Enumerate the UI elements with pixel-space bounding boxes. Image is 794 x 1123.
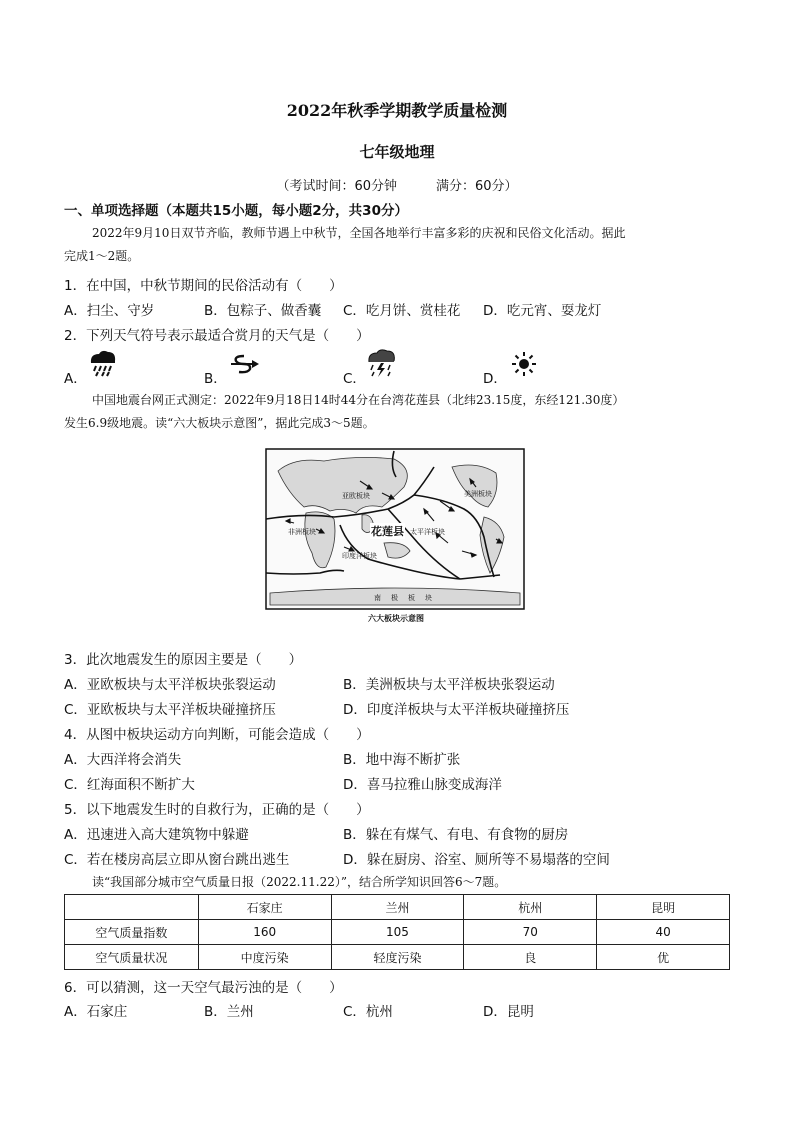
- question-4-option-b[interactable]: B．地中海不断扩张: [343, 752, 461, 768]
- six-plates-map: [264, 447, 528, 629]
- question-6-stem: 6．可以猜测，这一天空气最污浊的是（ ）: [64, 980, 343, 996]
- strong-wind-icon: [228, 353, 260, 379]
- exam-info: （考试时间：60分钟 满分：60分）: [276, 179, 518, 194]
- table-row: [65, 920, 730, 945]
- option-letter: C．: [343, 371, 366, 387]
- table-cell: 轻度污染: [331, 945, 464, 970]
- option-letter: A．: [64, 371, 87, 387]
- question-3-option-b[interactable]: B．美洲板块与太平洋板块张裂运动: [343, 677, 555, 693]
- question-5-stem: 5．以下地震发生时的自救行为，正确的是（ ）: [64, 802, 370, 818]
- question-6-option-a[interactable]: A．石家庄: [64, 1004, 128, 1020]
- question-1-option-d[interactable]: D．吃元宵、耍龙灯: [483, 303, 602, 319]
- air-quality-table: [64, 894, 730, 970]
- question-2-option-d[interactable]: [483, 367, 507, 387]
- table-cell: 40: [597, 920, 730, 945]
- section-heading: 一、单项选择题（本题共15小题，每小题2分，共30分）: [64, 203, 408, 219]
- table-header-cell: 杭州: [464, 895, 597, 920]
- question-2-option-c[interactable]: [343, 367, 366, 387]
- question-1-option-a[interactable]: A．扫尘、守岁: [64, 303, 155, 319]
- question-2-option-b[interactable]: [204, 367, 227, 387]
- question-6-option-d[interactable]: D．昆明: [483, 1004, 534, 1020]
- option-letter: B．: [204, 371, 227, 387]
- question-4-stem: 4．从图中板块运动方向判断，可能会造成（ ）: [64, 727, 370, 743]
- table-header-cell: 兰州: [331, 895, 464, 920]
- question-5-option-d[interactable]: D．躲在厨房、浴室、厕所等不易塌落的空间: [343, 852, 610, 868]
- question-4-option-d[interactable]: D．喜马拉雅山脉变成海洋: [343, 777, 502, 793]
- heavy-rain-icon: [88, 349, 118, 381]
- intro-paragraph-3: 读“我国部分城市空气质量日报（2022.11.22）”，结合所学知识回答6～7题。: [92, 875, 507, 889]
- question-3-option-c[interactable]: C．亚欧板块与太平洋板块碰撞挤压: [64, 702, 276, 718]
- table-cell: 160: [198, 920, 331, 945]
- table-header-cell: 昆明: [597, 895, 730, 920]
- map-label-african-plate: 非洲板块: [288, 528, 316, 536]
- table-row: [65, 945, 730, 970]
- question-2-stem: 2．下列天气符号表示最适合赏月的天气是（ ）: [64, 328, 370, 344]
- intro-paragraph-2-line2: 发生6.9级地震。读“六大板块示意图”，据此完成3～5题。: [64, 416, 375, 430]
- table-cell: 空气质量状况: [65, 945, 199, 970]
- subject-title: 七年级地理: [359, 143, 435, 161]
- table-cell: 优: [597, 945, 730, 970]
- map-label-indian-plate: 印度洋板块: [342, 552, 377, 560]
- intro-paragraph-1-line2: 完成1～2题。: [64, 249, 140, 263]
- table-header-cell: [65, 895, 199, 920]
- sunny-icon: [511, 351, 537, 381]
- question-3-stem: 3．此次地震发生的原因主要是（ ）: [64, 652, 303, 668]
- question-6-option-c[interactable]: C．杭州: [343, 1004, 393, 1020]
- question-3-option-a[interactable]: A．亚欧板块与太平洋板块张裂运动: [64, 677, 276, 693]
- question-2-option-a[interactable]: [64, 367, 87, 387]
- intro-paragraph-1-line1: 2022年9月10日双节齐临，教师节遇上中秋节，全国各地举行丰富多彩的庆祝和民俗文化活动。据此: [92, 226, 626, 240]
- question-5-option-a[interactable]: A．迅速进入高大建筑物中躲避: [64, 827, 249, 843]
- map-label-antarctic-plate: 南极板块: [374, 594, 442, 602]
- question-4-option-a[interactable]: A．大西洋将会消失: [64, 752, 182, 768]
- question-3-option-d[interactable]: D．印度洋板块与太平洋板块碰撞挤压: [343, 702, 570, 718]
- question-4-option-c[interactable]: C．红海面积不断扩大: [64, 777, 195, 793]
- table-cell: 良: [464, 945, 597, 970]
- exam-title: 2022年秋季学期教学质量检测: [286, 101, 508, 120]
- table-cell: 105: [331, 920, 464, 945]
- question-5-option-c[interactable]: C．若在楼房高层立即从窗台跳出逃生: [64, 852, 290, 868]
- map-label-hualien: 花莲县: [371, 525, 404, 538]
- question-5-option-b[interactable]: B．躲在有煤气、有电、有食物的厨房: [343, 827, 569, 843]
- map-caption: 六大板块示意图: [368, 614, 424, 623]
- option-letter: D．: [483, 371, 507, 387]
- intro-paragraph-2-line1: 中国地震台网正式测定：2022年9月18日14时44分在台湾花莲县（北纬23.15度，东经121.30度）: [92, 393, 625, 407]
- thunderstorm-icon: [366, 348, 398, 382]
- map-label-pacific-plate: 太平洋板块: [410, 528, 445, 536]
- table-cell: 70: [464, 920, 597, 945]
- question-1-option-b[interactable]: B．包粽子、做香囊: [204, 303, 322, 319]
- map-label-american-plate: 美洲板块: [464, 490, 492, 498]
- question-1-option-c[interactable]: C．吃月饼、赏桂花: [343, 303, 461, 319]
- table-cell: 中度污染: [198, 945, 331, 970]
- question-1-stem: 1．在中国，中秋节期间的民俗活动有（ ）: [64, 278, 343, 294]
- map-label-eurasian-plate: 亚欧板块: [342, 492, 370, 500]
- table-header-cell: 石家庄: [198, 895, 331, 920]
- table-header-row: [65, 895, 730, 920]
- question-6-option-b[interactable]: B．兰州: [204, 1004, 254, 1020]
- table-cell: 空气质量指数: [65, 920, 199, 945]
